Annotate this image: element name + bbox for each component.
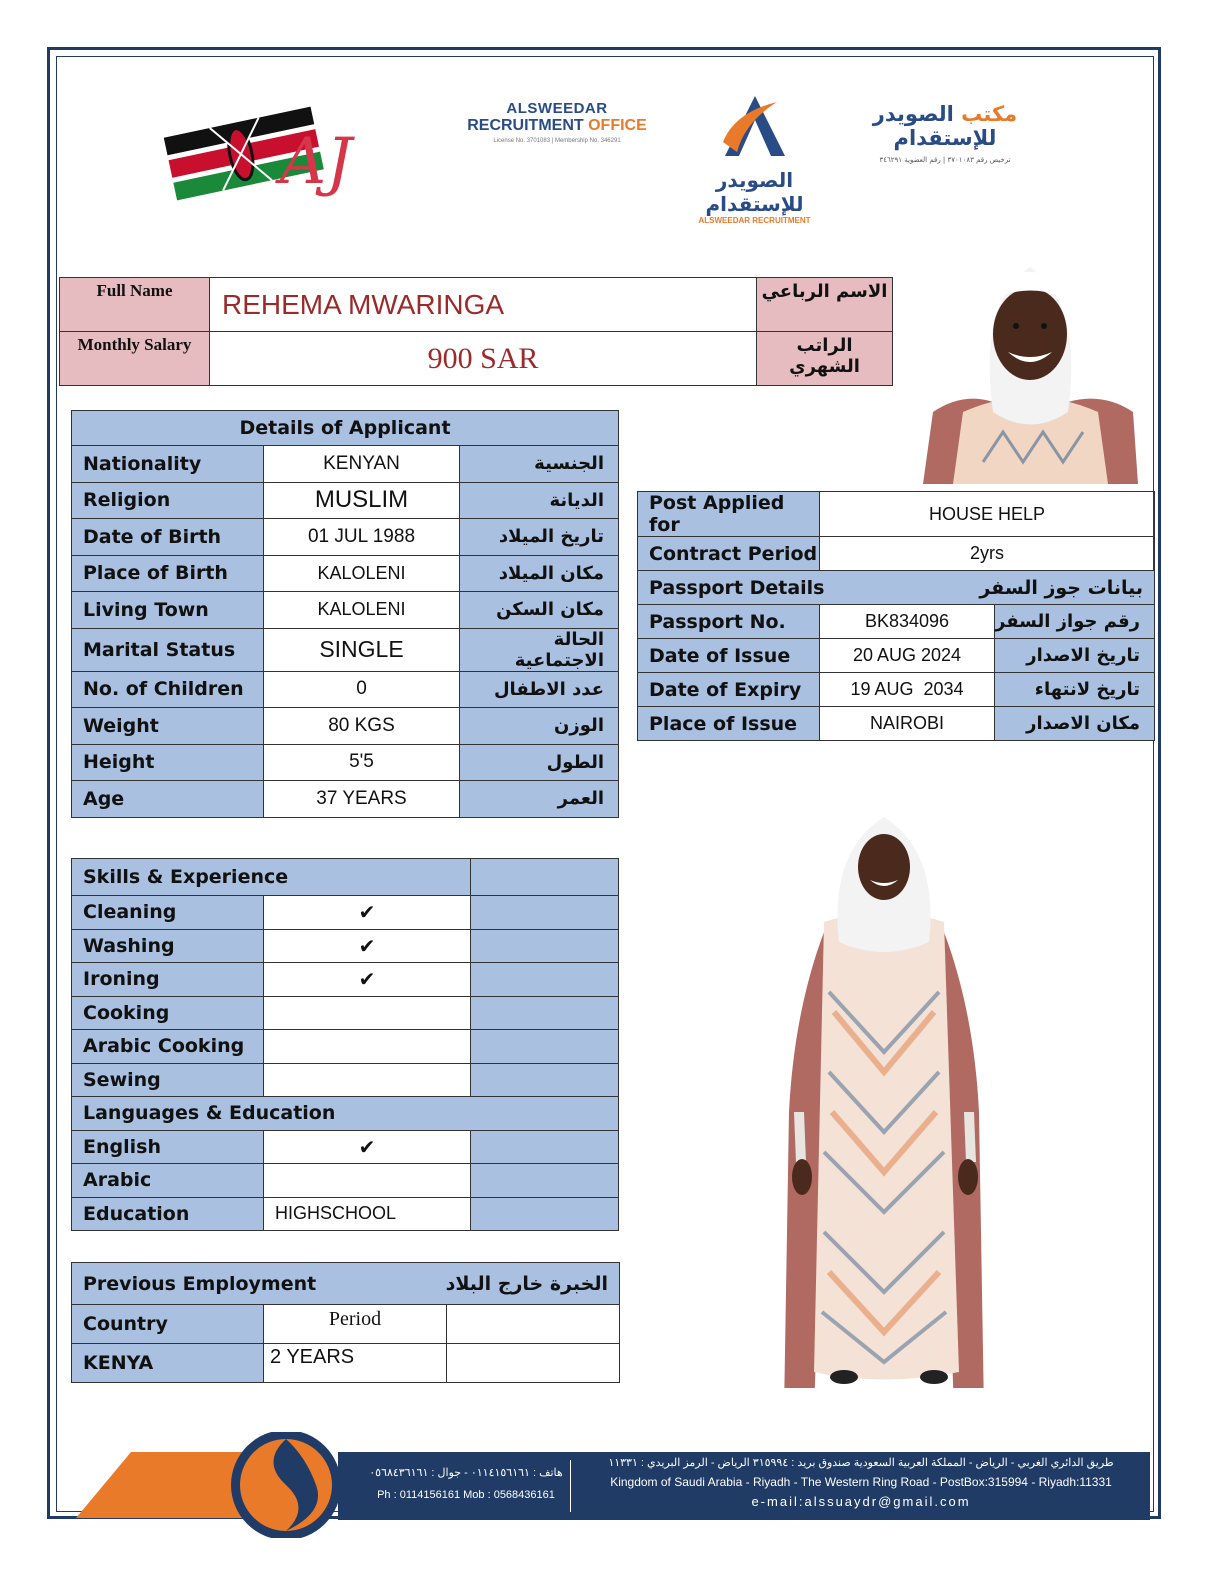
full-name-label: Full Name: [60, 278, 210, 332]
passport-section-row: [638, 571, 1155, 605]
row-label: Height: [72, 744, 264, 781]
row-label: Education: [72, 1197, 264, 1231]
row-label: Arabic: [72, 1164, 264, 1198]
row-label: No. of Children: [72, 671, 264, 708]
row-value: KALOLENI: [264, 555, 460, 592]
table-row: [638, 707, 1155, 741]
full-name-row: [60, 278, 893, 332]
footer-address-english: Kingdom of Saudi Arabia - Riyadh - The Western Ring Road - PostBox:315994 - Riyadh:11331: [610, 1475, 1112, 1489]
row-value: 19 AUG 2034: [820, 673, 995, 707]
table-row: [72, 555, 619, 592]
row-label: Washing: [72, 929, 264, 963]
previous-employment-table: [71, 1262, 620, 1383]
salary-row: [60, 332, 893, 386]
center-logo-arabic: الصويدر للإستقدام: [705, 168, 804, 216]
table-row: [72, 1130, 619, 1164]
row-label: Weight: [72, 708, 264, 745]
table-row: [72, 1030, 619, 1064]
row-arabic: الوزن: [460, 708, 619, 745]
passport-section-arabic: بيانات جوز السفر: [979, 576, 1143, 599]
table-row: [72, 1305, 620, 1344]
row-label: Place of Birth: [72, 555, 264, 592]
row-value: 01 JUL 1988: [264, 519, 460, 556]
row-label: Living Town: [72, 592, 264, 629]
arabic-logo-title: مكتب الصويدر للإستقدام: [872, 102, 1018, 150]
footer-divider: [570, 1460, 571, 1512]
logo-line-2: RECRUITMENT OFFICE: [467, 117, 647, 134]
country-label: Country: [72, 1305, 264, 1344]
row-value: 20 AUG 2024: [820, 639, 995, 673]
row-value: KALOLENI: [264, 592, 460, 629]
footer-phone-arabic: هاتف : ٠١١٤١٥٦١٦١ - جوال : ٠٥٦٨٤٣٦١٦١: [369, 1467, 563, 1479]
applicant-details-table: [71, 410, 619, 818]
row-arabic: الجنسية: [460, 446, 619, 483]
table-row: [72, 519, 619, 556]
row-arabic: تاريخ الميلاد: [460, 519, 619, 556]
row-label: Passport No.: [638, 605, 820, 639]
row-value: [264, 1164, 471, 1198]
post-value: HOUSE HELP: [820, 492, 1155, 537]
row-value: BK834096: [820, 605, 995, 639]
details-title: Details of Applicant: [72, 411, 619, 446]
row-arabic: عدد الاطفال: [460, 671, 619, 708]
row-value: [264, 1030, 471, 1064]
row-value: NAIROBI: [820, 707, 995, 741]
row-label: Age: [72, 781, 264, 818]
table-row: [72, 744, 619, 781]
alsweedar-a-logo: [682, 92, 827, 225]
logo-line-1: ALSWEEDAR: [506, 100, 608, 117]
logo-license-line: License No. 3701083 | Membership No. 346291: [493, 138, 621, 144]
row-label: Sewing: [72, 1063, 264, 1097]
table-row: [638, 673, 1155, 707]
contract-row: [638, 537, 1155, 571]
row-label: Nationality: [72, 446, 264, 483]
row-arabic: الطول: [460, 744, 619, 781]
footer-email[interactable]: e-mail:alssuaydr@gmail.com: [751, 1494, 971, 1509]
applicant-headshot-photo: [923, 262, 1138, 484]
row-label: Arabic Cooking: [72, 1030, 264, 1064]
employment-header-row: [72, 1263, 620, 1305]
employment-header: [72, 1263, 620, 1305]
applicant-full-body-photo: [784, 812, 984, 1388]
row-arabic: مكان الاصدار: [995, 707, 1155, 741]
row-value: [264, 1063, 471, 1097]
check-icon: ✔: [264, 896, 471, 930]
table-row: [72, 1063, 619, 1097]
table-row: [72, 996, 619, 1030]
salary-value: 900 SAR: [210, 332, 757, 386]
table-row: [72, 781, 619, 818]
country-value: KENYA: [72, 1344, 264, 1383]
footer: [76, 1432, 1150, 1538]
footer-address: [576, 1454, 1146, 1511]
full-name-value: REHEMA MWARINGA: [210, 278, 757, 332]
row-value: 0: [264, 671, 460, 708]
table-row: [72, 671, 619, 708]
check-icon: ✔: [264, 929, 471, 963]
table-row: [72, 628, 619, 671]
alsweedar-arabic-logo: [845, 102, 1045, 164]
table-row: [72, 896, 619, 930]
table-row: [72, 446, 619, 483]
row-value: 37 YEARS: [264, 781, 460, 818]
row-arabic: تاريخ لانتهاء: [995, 673, 1155, 707]
row-arabic: الديانة: [460, 482, 619, 519]
row-label: Marital Status: [72, 628, 264, 671]
table-row: [72, 708, 619, 745]
row-label: Date of Issue: [638, 639, 820, 673]
footer-phone-english: Ph : 0114156161 Mob : 0568436161: [377, 1489, 555, 1501]
row-value: 80 KGS: [264, 708, 460, 745]
row-label: Religion: [72, 482, 264, 519]
row-arabic: تاريخ الاصدار: [995, 639, 1155, 673]
row-arabic: مكان الميلاد: [460, 555, 619, 592]
row-value: KENYAN: [264, 446, 460, 483]
alsweedar-english-logo: [462, 100, 652, 144]
table-row: [72, 1164, 619, 1198]
row-label: Place of Issue: [638, 707, 820, 741]
row-label: Cleaning: [72, 896, 264, 930]
table-row: [72, 963, 619, 997]
period-value: 2 YEARS: [264, 1344, 447, 1383]
contract-label: Contract Period: [638, 537, 820, 571]
row-label: Cooking: [72, 996, 264, 1030]
a-mark-icon: [715, 92, 795, 162]
row-label: Ironing: [72, 963, 264, 997]
row-label: Date of Expiry: [638, 673, 820, 707]
row-arabic: العمر: [460, 781, 619, 818]
row-label: English: [72, 1130, 264, 1164]
row-arabic: رقم جواز السفر: [995, 605, 1155, 639]
footer-phone: [366, 1462, 566, 1506]
table-row: [72, 1197, 619, 1231]
center-logo-english: ALSWEEDAR RECRUITMENT: [698, 216, 811, 225]
row-value: HIGHSCHOOL: [264, 1197, 471, 1231]
row-value: SINGLE: [264, 628, 460, 671]
period-label: Period: [264, 1305, 447, 1344]
row-arabic: مكان السكن: [460, 592, 619, 629]
kenya-flag-aj-logo: [160, 88, 370, 208]
languages-header-row: [72, 1097, 619, 1131]
skills-title: Skills & Experience: [72, 859, 471, 896]
table-row: [72, 482, 619, 519]
salary-arabic: الراتب الشهري: [757, 332, 893, 386]
row-value: MUSLIM: [264, 482, 460, 519]
name-salary-table: [59, 277, 893, 386]
row-arabic: الحالة الاجتماعية: [460, 628, 619, 671]
table-row: [72, 929, 619, 963]
row-value: 5'5: [264, 744, 460, 781]
table-row: [72, 1344, 620, 1383]
languages-title: Languages & Education: [72, 1097, 619, 1131]
check-icon: ✔: [264, 963, 471, 997]
table-row: [638, 639, 1155, 673]
table-row: [72, 592, 619, 629]
table-row: [638, 605, 1155, 639]
contract-value: 2yrs: [820, 537, 1155, 571]
post-passport-table: [637, 491, 1155, 741]
post-label: Post Applied for: [638, 492, 820, 537]
skills-table: [71, 858, 619, 1231]
arabic-logo-subtitle: ترخيص رقم ٣٧٠١٠٨٣ | رقم العضوية ٣٤٦٢٩١: [879, 156, 1011, 164]
passport-section-title: Passport Details: [649, 576, 825, 599]
row-value: [264, 996, 471, 1030]
skills-header-row: [72, 859, 619, 896]
passport-section: [638, 571, 1155, 605]
post-row: [638, 492, 1155, 537]
footer-address-arabic: طريق الدائري الغربي - الرياض - المملكة العربية السعودية صندوق بريد : ٣١٥٩٩٤ الرياض - الرمز البريدي : ١١٣٣١: [608, 1457, 1114, 1469]
check-icon: ✔: [264, 1130, 471, 1164]
svg-text:AJ: AJ: [280, 125, 352, 199]
employment-title: Previous Employment: [83, 1272, 317, 1295]
full-name-arabic: الاسم الرباعي: [757, 278, 893, 332]
employment-title-arabic: الخبرة خارج البلاد: [445, 1272, 608, 1295]
row-label: Date of Birth: [72, 519, 264, 556]
salary-label: Monthly Salary: [60, 332, 210, 386]
